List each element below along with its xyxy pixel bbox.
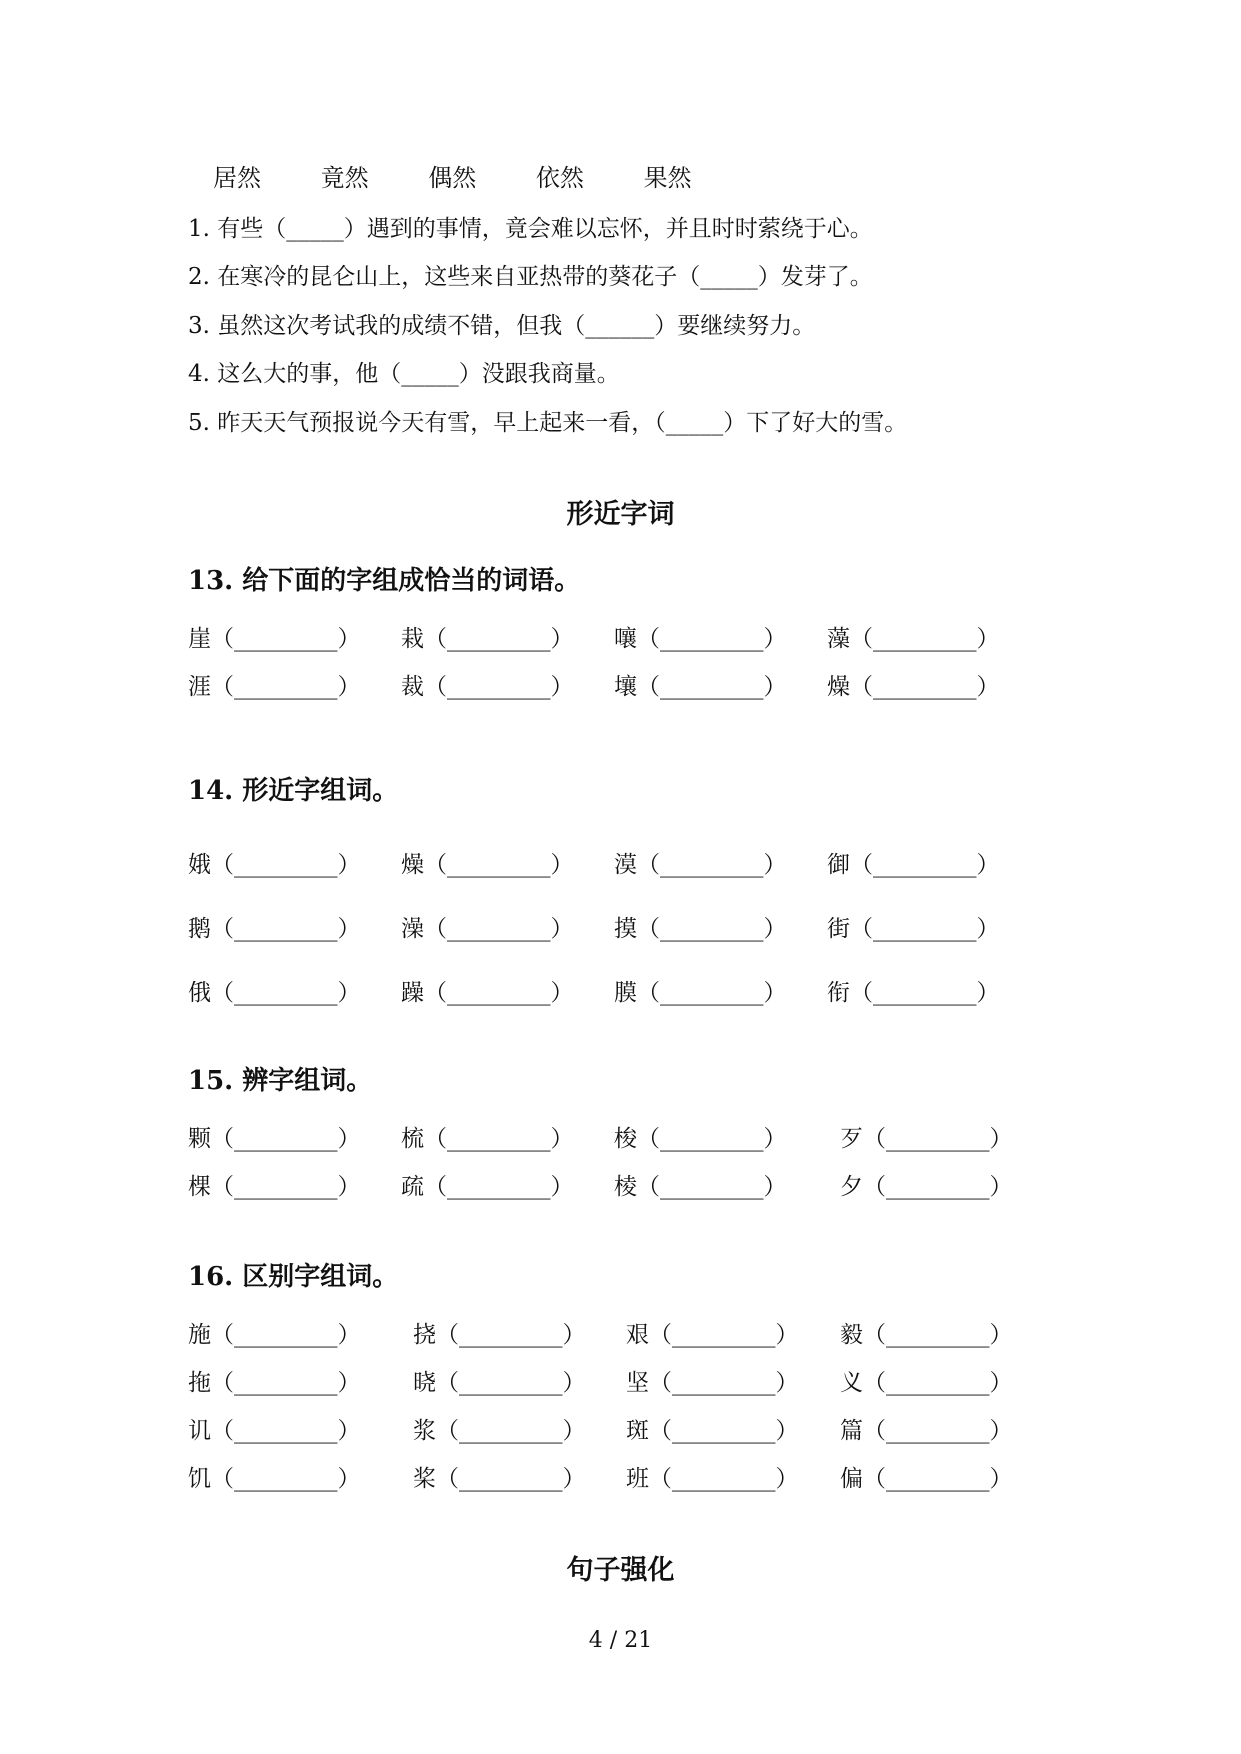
word-blank: 栽（_________） xyxy=(401,626,574,652)
word-option: 依然 xyxy=(535,164,584,192)
word-blank: 夕（_________） xyxy=(840,1174,1013,1200)
word-blank: 艰（_________） xyxy=(626,1322,799,1348)
word-blank: 歹（_________） xyxy=(840,1126,1013,1152)
word-option: 居然 xyxy=(213,164,261,192)
word-blank: 躁（_________） xyxy=(401,980,574,1006)
sentence-item: 5. 昨天天气预报说今天有雪，早上起来一看，（_____）下了好大的雪。 xyxy=(188,410,908,436)
word-blank: 娥（_________） xyxy=(188,852,361,878)
word-blank: 燥（_________） xyxy=(827,674,1000,700)
word-option: 果然 xyxy=(643,164,692,192)
word-option: 偶然 xyxy=(428,164,477,192)
word-blank: 裁（_________） xyxy=(401,674,574,700)
word-bank xyxy=(213,158,744,193)
word-blank: 涯（_________） xyxy=(188,674,361,700)
word-blank: 斑（_________） xyxy=(626,1418,799,1444)
word-blank: 御（_________） xyxy=(827,852,1000,878)
word-blank: 膜（_________） xyxy=(614,980,787,1006)
word-blank: 嚷（_________） xyxy=(614,626,787,652)
word-blank: 篇（_________） xyxy=(840,1418,1013,1444)
word-blank: 漠（_________） xyxy=(614,852,787,878)
word-blank: 疏（_________） xyxy=(401,1174,574,1200)
word-blank: 施（_________） xyxy=(188,1322,361,1348)
word-option: 竟然 xyxy=(320,164,369,192)
word-blank: 颗（_________） xyxy=(188,1126,361,1152)
word-blank: 毅（_________） xyxy=(840,1322,1013,1348)
word-blank: 班（_________） xyxy=(626,1466,799,1492)
sentence-item: 1. 有些（_____）遇到的事情，竟会难以忘怀，并且时时萦绕于心。 xyxy=(188,216,873,242)
section-title: 形近字词 xyxy=(566,499,675,530)
word-blank: 摸（_________） xyxy=(614,916,787,942)
word-blank: 梳（_________） xyxy=(401,1126,574,1152)
word-blank: 澡（_________） xyxy=(401,916,574,942)
word-blank: 棱（_________） xyxy=(614,1174,787,1200)
word-blank: 鹅（_________） xyxy=(188,916,361,942)
word-blank: 壤（_________） xyxy=(614,674,787,700)
word-blank: 坚（_________） xyxy=(626,1370,799,1396)
word-blank: 街（_________） xyxy=(827,916,1000,942)
word-blank: 义（_________） xyxy=(840,1370,1013,1396)
word-blank: 偏（_________） xyxy=(840,1466,1013,1492)
word-blank: 崖（_________） xyxy=(188,626,361,652)
sentence-item: 2. 在寒冷的昆仑山上，这些来自亚热带的葵花子（_____）发芽了。 xyxy=(188,264,873,290)
word-blank: 拖（_________） xyxy=(188,1370,361,1396)
word-blank: 衔（_________） xyxy=(827,980,1000,1006)
word-blank: 饥（_________） xyxy=(188,1466,361,1492)
question-title: 15. 辨字组词。 xyxy=(188,1066,373,1096)
word-blank: 浆（_________） xyxy=(413,1418,586,1444)
question-title: 13. 给下面的字组成恰当的词语。 xyxy=(188,566,581,596)
word-blank: 俄（_________） xyxy=(188,980,361,1006)
question-title: 14. 形近字组词。 xyxy=(188,776,399,806)
word-blank: 桨（_________） xyxy=(413,1466,586,1492)
word-blank: 梭（_________） xyxy=(614,1126,787,1152)
word-blank: 棵（_________） xyxy=(188,1174,361,1200)
word-blank: 藻（_________） xyxy=(827,626,1000,652)
word-blank: 讥（_________） xyxy=(188,1418,361,1444)
sentence-item: 3. 虽然这次考试我的成绩不错，但我（______）要继续努力。 xyxy=(188,313,816,339)
sentence-item: 4. 这么大的事，他（_____）没跟我商量。 xyxy=(188,361,620,387)
word-blank: 燥（_________） xyxy=(401,852,574,878)
page-number: 4 / 21 xyxy=(588,1628,653,1653)
word-blank: 挠（_________） xyxy=(413,1322,586,1348)
word-blank: 晓（_________） xyxy=(413,1370,586,1396)
section-title: 句子强化 xyxy=(566,1555,675,1586)
question-title: 16. 区别字组词。 xyxy=(188,1262,399,1292)
